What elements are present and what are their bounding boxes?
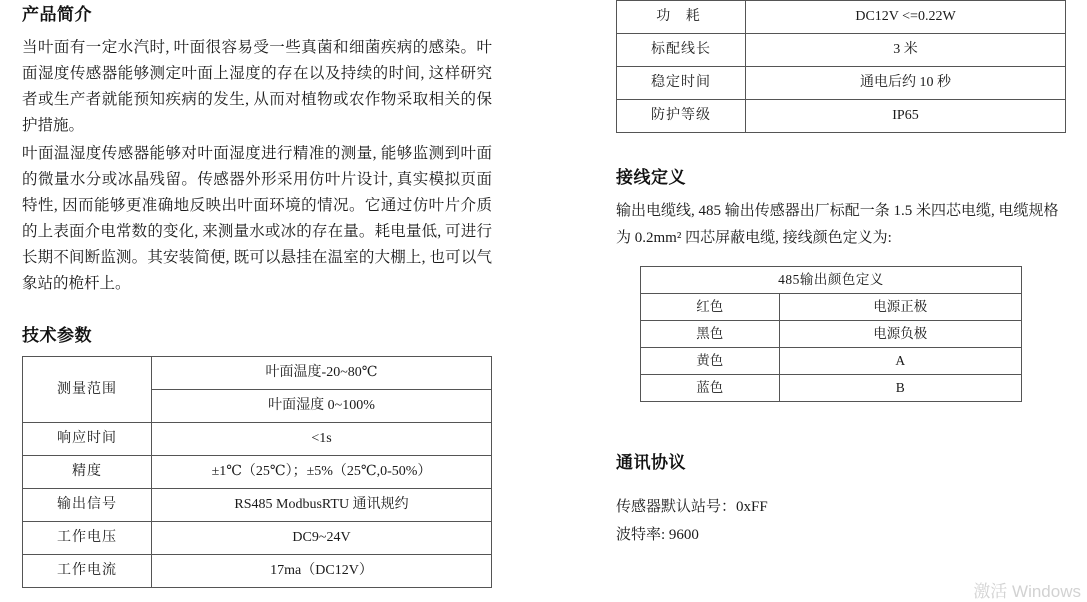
wiring-table-wrap: [640, 266, 1022, 402]
spec-label-accuracy: 精度: [23, 456, 152, 489]
product-intro-paragraph-1: 当叶面有一定水汽时, 叶面很容易受一些真菌和细菌疾病的感染。叶面湿度传感器能够测定叶面上湿度的存在以及持续的时间, 这样研究者或生产者就能预知疾病的发生, 从而对植物或农作物采取相关的保护措施。: [22, 39, 492, 134]
table-row: [23, 489, 492, 522]
tech-spec-table-wrap: [22, 356, 492, 588]
table-row: [617, 34, 1066, 67]
wire-color-yellow: 黄色: [641, 348, 780, 375]
product-intro-heading: 产品简介: [22, 5, 92, 24]
spec-label-stabilization-time: 稳定时间: [617, 67, 746, 100]
protocol-default-station: 传感器默认站号：0xFF: [616, 499, 768, 515]
wire-func-black: 电源负极: [779, 321, 1021, 348]
spec-value-stabilization-time: 通电后约 10 秒: [746, 67, 1066, 100]
protocol-baud-rate: 波特率: 9600: [616, 527, 699, 543]
spacer: [616, 133, 1066, 163]
spec-label-cable-length: 标配线长: [617, 34, 746, 67]
table-row: [23, 423, 492, 456]
spec-value-output-signal: RS485 ModbusRTU 通讯规约: [152, 489, 492, 522]
spec-value-working-current: 17ma（DC12V）: [152, 555, 492, 588]
spec-value-power-consumption: DC12V <=0.22W: [746, 1, 1066, 34]
table-row: [23, 456, 492, 489]
tech-spec-heading: 技术参数: [22, 326, 92, 345]
table-row: [641, 375, 1022, 402]
spec-label-output-signal: 输出信号: [23, 489, 152, 522]
wire-color-red: 红色: [641, 294, 780, 321]
table-row: [641, 294, 1022, 321]
table-row: [617, 1, 1066, 34]
table-row: [617, 67, 1066, 100]
spec-continuation-table: [616, 0, 1066, 133]
tech-spec-table: [22, 356, 492, 588]
right-column: [616, 0, 1066, 549]
spec-value-accuracy: ±1℃（25℃）；±5%（25℃,0-50%）: [152, 456, 492, 489]
table-row: [23, 522, 492, 555]
spec-value-working-voltage: DC9~24V: [152, 522, 492, 555]
wire-color-black: 黑色: [641, 321, 780, 348]
spec-label-response-time: 响应时间: [23, 423, 152, 456]
table-row: [641, 321, 1022, 348]
spacer: [22, 299, 492, 321]
spacer: [616, 252, 1066, 266]
wiring-table-header: 485输出颜色定义: [641, 267, 1022, 294]
spec-label-range: 测量范围: [23, 357, 152, 423]
windows-activation-watermark: 激活 Windows: [973, 582, 1081, 601]
spec-value-protection-grade: IP65: [746, 100, 1066, 133]
table-row: [23, 357, 492, 390]
spec-label-working-current: 工作电流: [23, 555, 152, 588]
wire-func-red: 电源正极: [779, 294, 1021, 321]
spec-label-power-consumption: 功 耗: [617, 1, 746, 34]
spec-value-humidity-range: 叶面湿度 0~100%: [152, 390, 492, 423]
table-row: [617, 100, 1066, 133]
table-row: [641, 267, 1022, 294]
spec-label-working-voltage: 工作电压: [23, 522, 152, 555]
table-row: [641, 348, 1022, 375]
left-column: [22, 0, 492, 588]
spec-value-cable-length: 3 米: [746, 34, 1066, 67]
spacer: [616, 402, 1066, 448]
spec-value-temp-range: 叶面温度-20~80℃: [152, 357, 492, 390]
wire-color-blue: 蓝色: [641, 375, 780, 402]
wiring-definition-heading: 接线定义: [616, 168, 686, 187]
wire-func-blue: B: [779, 375, 1021, 402]
table-row: [23, 555, 492, 588]
spacer: [616, 483, 1066, 493]
product-intro-paragraph-2: 叶面温湿度传感器能够对叶面湿度进行精准的测量, 能够监测到叶面的微量水分或冰晶残留。传感器外形采用仿叶片设计, 真实模拟页面特性, 因而能够更准确地反映出叶面环境的情况。它通过仿叶片介质的上表面介电常数的变化, 来测量水或冰的存在量。耗电量低, 可进行长期不间断监测。其安装简便, 既可以悬挂在温室的大棚上, 也可以气象站的桅杆上。: [22, 145, 492, 292]
communication-protocol-heading: 通讯协议: [616, 453, 686, 472]
wire-func-yellow: A: [779, 348, 1021, 375]
spec-label-protection-grade: 防护等级: [617, 100, 746, 133]
spec-value-response-time: <1s: [152, 423, 492, 456]
wiring-definition-paragraph: 输出电缆线, 485 输出传感器出厂标配一条 1.5 米四芯电缆, 电缆规格为 0.2mm² 四芯屏蔽电缆, 接线颜色定义为:: [616, 203, 1059, 246]
wiring-color-table: [640, 266, 1022, 402]
